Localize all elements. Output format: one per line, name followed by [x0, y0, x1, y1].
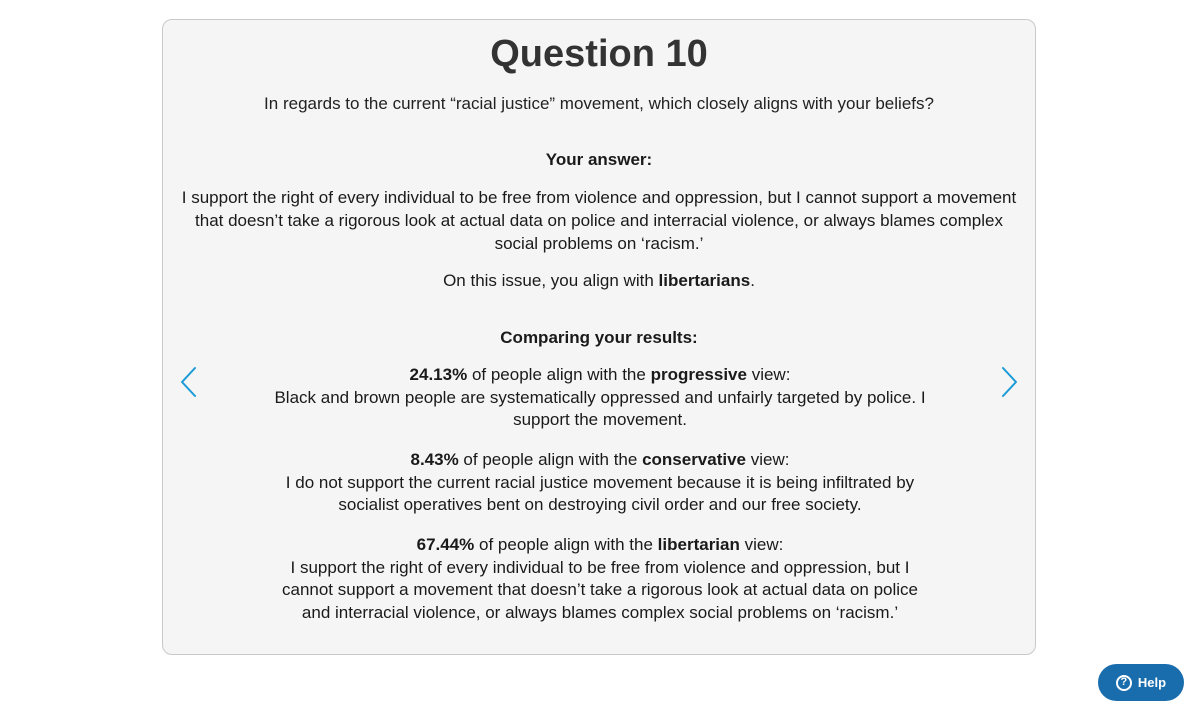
result-view-text: view: [746, 365, 791, 384]
result-view-text: view: [739, 535, 784, 554]
result-statement: I support the right of every individual to be free from violence and oppression, but I cannot support a movement that doesn’t take a rigorous look at actual data on police and interracial violence, or always blames complex social problems on ‘racism.’ [281, 557, 918, 622]
alignment-group: libertarians [658, 271, 751, 290]
question-title: Question 10 [490, 33, 708, 75]
result-libertarian [268, 534, 932, 624]
result-group: libertarian [657, 535, 740, 554]
alignment-suffix: . [750, 271, 755, 290]
your-answer-text: I support the right of every individual to be free from violence and oppression, but I cannot support a movement that doesn’t take a rigorous look at actual data on police and interracial violence, or always blames complex social problems on ‘racism.’ [181, 188, 1017, 253]
next-question-button[interactable] [997, 365, 1021, 399]
help-button[interactable] [1098, 664, 1184, 701]
comparing-results-heading: Comparing your results: [500, 328, 698, 347]
result-view-text: view: [746, 450, 790, 469]
result-group: progressive [650, 365, 747, 384]
result-statement: I do not support the current racial justice movement because it is being infiltrated by socialist operatives bent on destroying civil order and our free society. [285, 472, 915, 514]
question-text: In regards to the current “racial justice” movement, which closely aligns with your beliefs? [264, 94, 934, 113]
result-statement: Black and brown people are systematically oppressed and unfairly targeted by police. I support the movement. [274, 387, 926, 429]
result-people-text: of people align with the [474, 535, 658, 554]
chevron-right-icon [997, 365, 1021, 399]
result-group: conservative [642, 450, 747, 469]
your-answer-heading: Your answer: [545, 150, 653, 169]
alignment-prefix: On this issue, you align with [443, 271, 659, 290]
alignment-summary [163, 269, 1035, 293]
result-percent: 24.13% [409, 365, 468, 384]
result-people-text: of people align with the [458, 450, 643, 469]
question-card [162, 19, 1036, 655]
result-percent: 67.44% [416, 535, 475, 554]
result-conservative [268, 449, 932, 517]
help-label: Help [1137, 675, 1167, 690]
chevron-left-icon [177, 365, 201, 399]
result-progressive [268, 364, 932, 432]
previous-question-button[interactable] [177, 365, 201, 399]
question-circle-icon: ? [1116, 675, 1132, 691]
result-people-text: of people align with the [467, 365, 651, 384]
result-percent: 8.43% [410, 450, 459, 469]
